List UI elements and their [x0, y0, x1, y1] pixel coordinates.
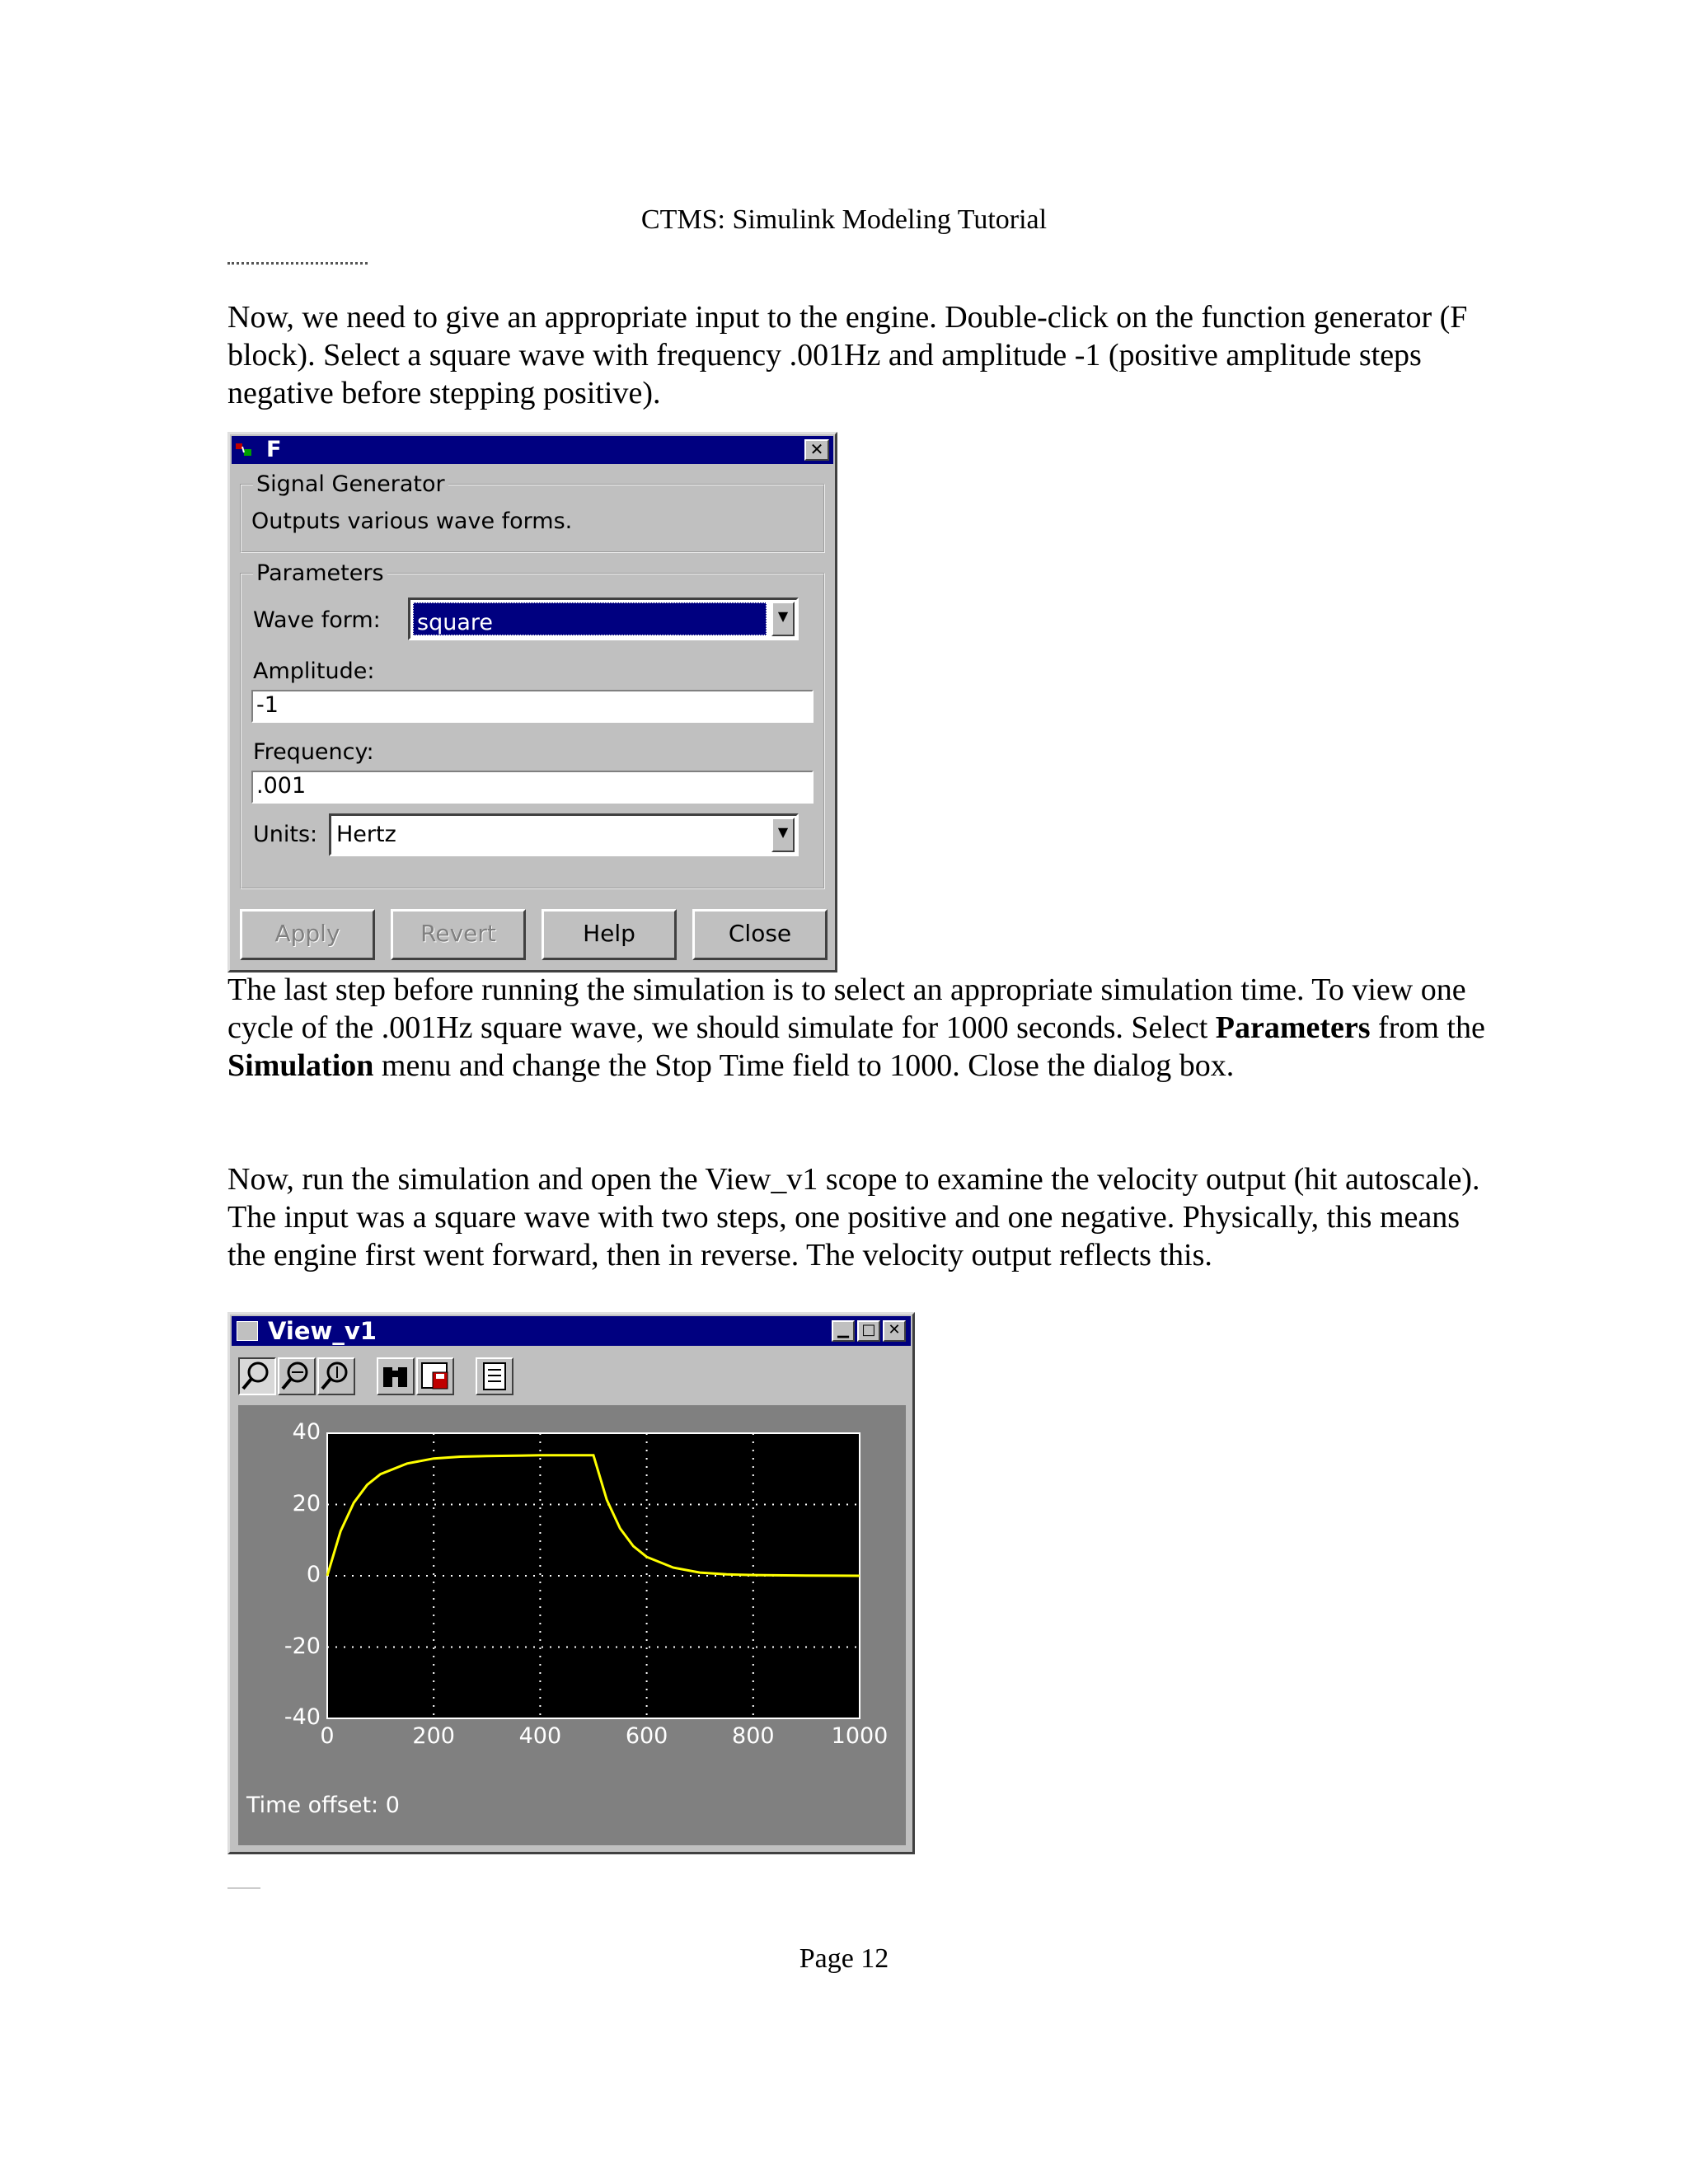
group-title-parameters: Parameters — [253, 560, 387, 586]
block-description: Outputs various wave forms. — [251, 509, 573, 534]
para2-text-3: menu and change the Stop Time field to 1000. Close the dialog box. — [373, 1048, 1235, 1083]
parameters-group — [240, 560, 825, 889]
chevron-down-icon[interactable]: ▼ — [771, 602, 795, 636]
scope-app-icon — [237, 1321, 258, 1341]
simulink-block-icon — [235, 442, 253, 458]
waveform-value: square — [417, 610, 493, 635]
y-tick-label: 40 — [292, 1419, 321, 1445]
signal-generator-dialog — [227, 432, 837, 972]
divider — [227, 1887, 260, 1889]
x-tick-label: 400 — [518, 1723, 562, 1749]
y-tick-label: 0 — [306, 1562, 321, 1587]
y-tick-label: -40 — [284, 1704, 321, 1730]
x-tick-label: 200 — [412, 1723, 455, 1749]
close-icon[interactable]: ✕ — [804, 439, 829, 461]
close-icon[interactable]: ✕ — [883, 1320, 906, 1342]
paragraph-run-simulation: Now, run the simulation and open the View_v1 scope to examine the velocity output (hit autoscale). The input was a square wave with two steps, one positive and one negative. Physically, this means the engine first went forward, then in reverse. The velocity output reflects this. — [227, 1162, 1480, 1272]
frequency-label: Frequency: — [253, 739, 374, 765]
units-select[interactable] — [329, 813, 799, 856]
apply-button[interactable]: Apply — [240, 909, 375, 960]
properties-icon[interactable] — [476, 1357, 513, 1395]
scope-window — [227, 1312, 915, 1854]
x-tick-label: 800 — [732, 1723, 775, 1749]
zoom-icon[interactable] — [238, 1357, 276, 1395]
maximize-icon[interactable]: □ — [857, 1320, 880, 1342]
units-value: Hertz — [336, 822, 396, 847]
units-label: Units: — [253, 822, 318, 847]
zoom-x-icon[interactable] — [278, 1357, 316, 1395]
amplitude-label: Amplitude: — [253, 658, 375, 684]
paragraph-input-instructions: Now, we need to give an appropriate input to the engine. Double-click on the function generator (F block). Select a square wave with frequency .001Hz and amplitude -1 (positive amplitude steps negative before stepping positive). — [227, 300, 1468, 410]
revert-button[interactable]: Revert — [391, 909, 526, 960]
dialog-title: F — [266, 437, 282, 462]
amplitude-field[interactable]: -1 — [251, 690, 814, 723]
help-button[interactable]: Help — [542, 909, 677, 960]
time-offset — [246, 1793, 400, 1818]
time-offset-value: 0 — [385, 1793, 400, 1818]
frequency-field[interactable]: .001 — [251, 771, 814, 804]
paragraph-simulation-time — [227, 971, 1489, 1085]
time-offset-label: Time offset: — [246, 1793, 379, 1818]
cutoff-text-line — [227, 262, 368, 273]
scope-titlebar — [232, 1316, 911, 1346]
zoom-y-icon[interactable] — [317, 1357, 355, 1395]
x-tick-label: 0 — [320, 1723, 335, 1749]
y-tick-label: 20 — [292, 1490, 321, 1516]
group-title-signal-generator: Signal Generator — [253, 471, 448, 497]
autoscale-binoculars-icon[interactable] — [377, 1357, 415, 1395]
plot-area — [238, 1405, 906, 1845]
para2-text-2: from the — [1370, 1010, 1485, 1045]
signal-generator-group — [240, 471, 825, 553]
page-header: CTMS: Simulink Modeling Tutorial — [640, 204, 1048, 235]
y-tick-label: -20 — [284, 1633, 321, 1659]
x-tick-label: 1000 — [831, 1723, 889, 1749]
minimize-icon[interactable]: ▁ — [832, 1320, 855, 1342]
para2-bold-parameters: Parameters — [1215, 1010, 1371, 1045]
save-axes-settings-icon[interactable] — [416, 1357, 454, 1395]
waveform-select[interactable] — [408, 598, 799, 640]
dialog-titlebar — [232, 436, 833, 464]
chevron-down-icon[interactable]: ▼ — [771, 818, 795, 852]
scope-title: View_v1 — [268, 1317, 377, 1345]
waveform-label: Wave form: — [253, 607, 381, 633]
x-tick-label: 600 — [625, 1723, 668, 1749]
para2-text-1: The last step before running the simulation is to select an appropriate simulation time. To view one cycle of the .001Hz square wave, we should simulate for 1000 seconds. Select — [227, 972, 1466, 1045]
close-button[interactable]: Close — [692, 909, 828, 960]
para2-bold-simulation: Simulation — [227, 1048, 374, 1083]
page-number: Page 12 — [799, 1943, 889, 1974]
